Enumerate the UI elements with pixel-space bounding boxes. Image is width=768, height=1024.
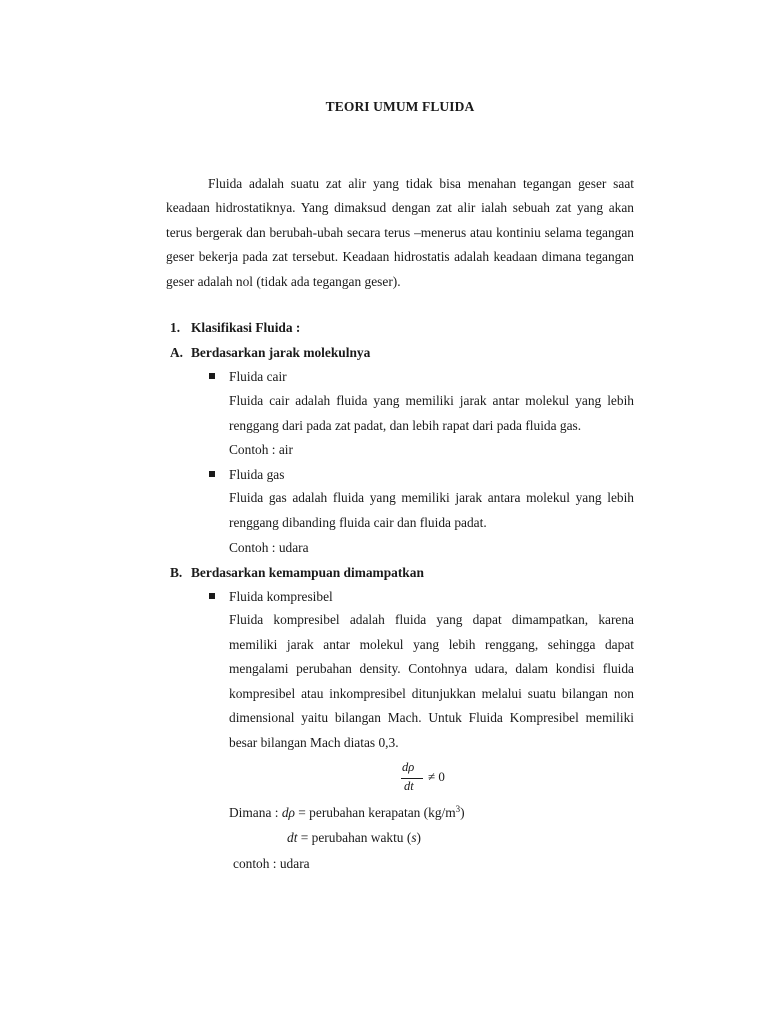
- where-line-2: [287, 830, 421, 846]
- subsection-b-letter: B.: [170, 565, 183, 580]
- subsection-a-letter: A.: [170, 345, 184, 360]
- final-example: contoh : udara: [233, 856, 310, 871]
- item-fluida-gas-text: Fluida gas adalah fluida yang memiliki jarak antara molekul yang lebih renggang dibanding fluida cair dan fluida padat.: [229, 490, 634, 530]
- formula-drho-dt: [399, 760, 459, 796]
- item-fluida-cair-example: Contoh : air: [229, 442, 293, 457]
- item-fluida-gas-example: Contoh : udara: [229, 540, 309, 555]
- where-line-1: [229, 805, 465, 821]
- item-fluida-gas-title: Fluida gas: [229, 467, 285, 482]
- formula-relation: ≠ 0: [428, 769, 445, 784]
- where-unit-s: s: [411, 830, 417, 845]
- where-close-2: ): [416, 830, 422, 845]
- formula-numerator: dρ: [402, 760, 415, 774]
- intro-paragraph: [166, 172, 634, 294]
- where-symbol-drho: dρ: [281, 805, 295, 820]
- item-kompresibel-title: Fluida kompresibel: [229, 589, 333, 604]
- subsection-a-heading: Berdasarkan jarak molekulnya: [191, 345, 371, 360]
- where-close-1: ): [460, 805, 465, 820]
- item-kompresibel-text: Fluida kompresibel adalah fluida yang dapat dimampatkan, karena memiliki jarak antar molekul yang lebih renggang, sehingga dapat mengalami perubahan density. Contohnya udara, dalam kondisi fluida kompresibel atau inkompresibel ditunjukkan melalui suatu bilangan non dimensional yaitu bilangan Mach. Untuk Fluida Kompresibel memiliki besar bilangan Mach diatas 0,3.: [229, 612, 634, 750]
- section-heading: Klasifikasi Fluida :: [191, 320, 301, 335]
- section-number: 1.: [170, 320, 181, 335]
- where-symbol-dt: dt: [287, 830, 298, 845]
- bullet-square-icon: [209, 471, 215, 477]
- formula-denominator: dt: [404, 779, 414, 793]
- subsection-b-heading: Berdasarkan kemampuan dimampatkan: [191, 565, 424, 580]
- item-fluida-cair-text: Fluida cair adalah fluida yang memiliki jarak antar molekul yang lebih renggang dari pada zat padat, dan lebih rapat dari pada fluida gas.: [229, 393, 634, 433]
- document-title: TEORI UMUM FLUIDA: [325, 99, 475, 114]
- where-exponent: 3: [455, 804, 461, 814]
- item-fluida-cair-title: Fluida cair: [229, 369, 287, 384]
- where-text-1: = perubahan kerapatan (kg/m: [294, 805, 456, 820]
- where-prefix: Dimana :: [229, 805, 282, 820]
- where-text-2: = perubahan waktu (: [297, 830, 412, 845]
- bullet-square-icon: [209, 373, 215, 379]
- bullet-square-icon: [209, 593, 215, 599]
- intro-text: Fluida adalah suatu zat alir yang tidak bisa menahan tegangan geser saat keadaan hidrostatiknya. Yang dimaksud dengan zat alir ialah sebuah zat yang akan terus bergerak dan berubah-ubah secara terus –menerus atau kontiniu selama tegangan geser bekerja pada zat tersebut. Keadaan hidrostatis adalah keadaan dimana tegangan geser adalah nol (tidak ada tegangan geser).: [166, 176, 634, 289]
